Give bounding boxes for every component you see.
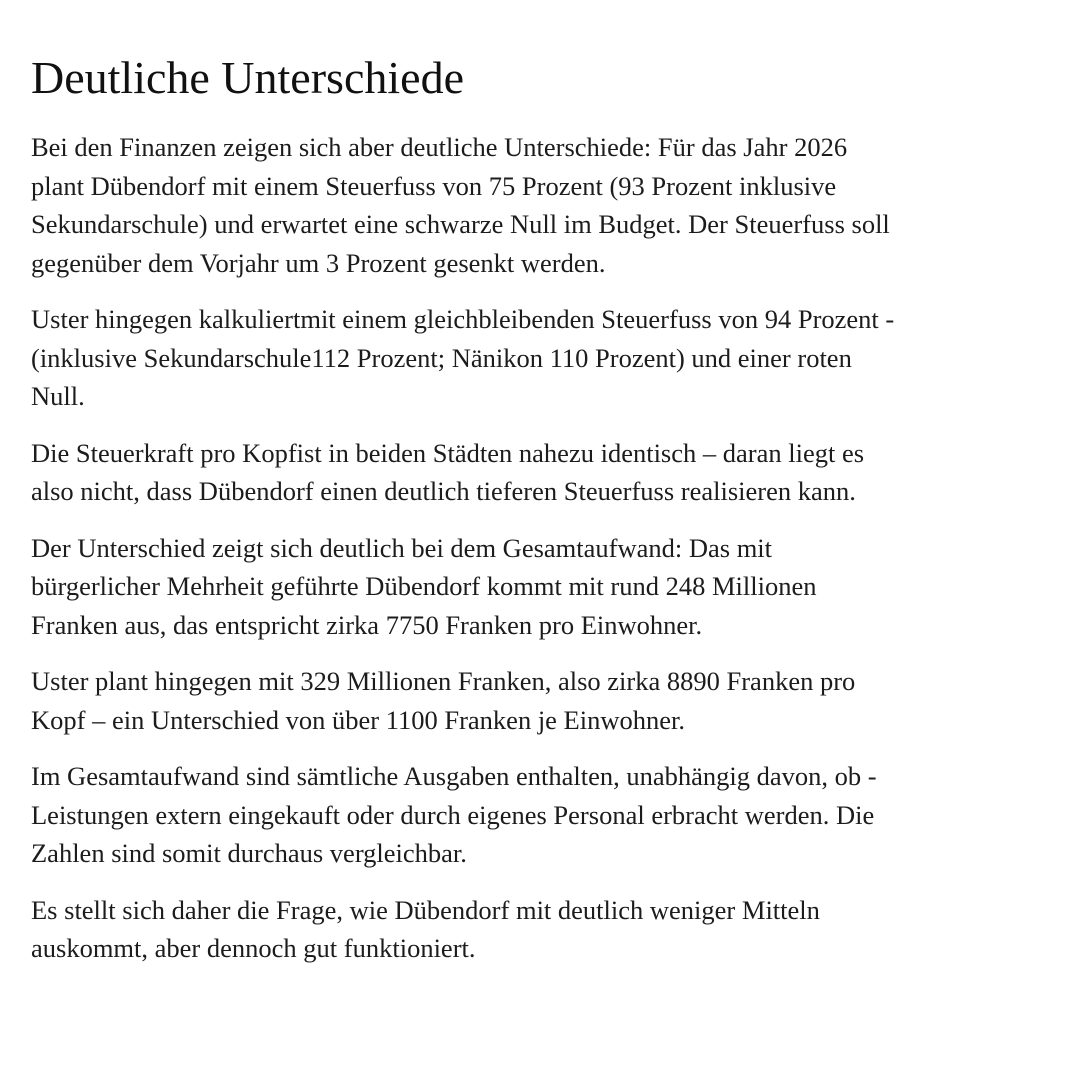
paragraph-uster-tax-rate: Uster hingegen kalkuliertmit einem gleichbleibenden Steuerfuss von 94 Prozent - (inklusive Sekundarschule112 Prozent; Nänikon 110 Prozent) und einer roten Null.	[31, 304, 895, 411]
paragraph-total-expenditure-uster: Uster plant hingegen mit 329 Millionen Franken, also zirka 8890 Franken pro Kopf – ein Unterschied von über 1100 Franken je Einwohner.	[31, 666, 856, 735]
paragraph-tax-capacity: Die Steuerkraft pro Kopfist in beiden Städten nahezu identisch – daran liegt es also nicht, dass Dübendorf einen deutlich tieferen Steuerfuss realisieren kann.	[31, 437, 865, 506]
article-body	[31, 50, 1071, 968]
paragraph-total-expenditure-duebendorf: Der Unterschied zeigt sich deutlich bei dem Gesamtaufwand: Das mit bürgerlicher Mehrheit geführte Dübendorf kommt mit rund 248 Millionen Franken aus, das entspricht zirka 7750 Franken pro Einwohner.	[31, 532, 817, 640]
paragraph-finances-duebendorf: Bei den Finanzen zeigen sich aber deutliche Unterschiede: Für das Jahr 2026 plant Dübendorf mit einem Steuerfuss von 75 Prozent (93 Prozent inklusive Sekundarschule) und erwartet eine schwarze Null im Budget. Der Steuerfuss soll gegenüber dem Vorjahr um 3 Prozent gesenkt werden.	[31, 132, 890, 278]
section-heading: Deutliche Unterschiede	[31, 52, 464, 103]
paragraph-conclusion-question: Es stellt sich daher die Frage, wie Dübendorf mit deutlich weniger Mitteln auskommt, aber dennoch gut funktioniert.	[31, 894, 820, 963]
paragraph-comparability: Im Gesamtaufwand sind sämtliche Ausgaben enthalten, unabhängig davon, ob - Leistungen extern eingekauft oder durch eigenes Personal erbracht werden. Die Zahlen sind somit durchaus vergleichbar.	[31, 761, 877, 868]
